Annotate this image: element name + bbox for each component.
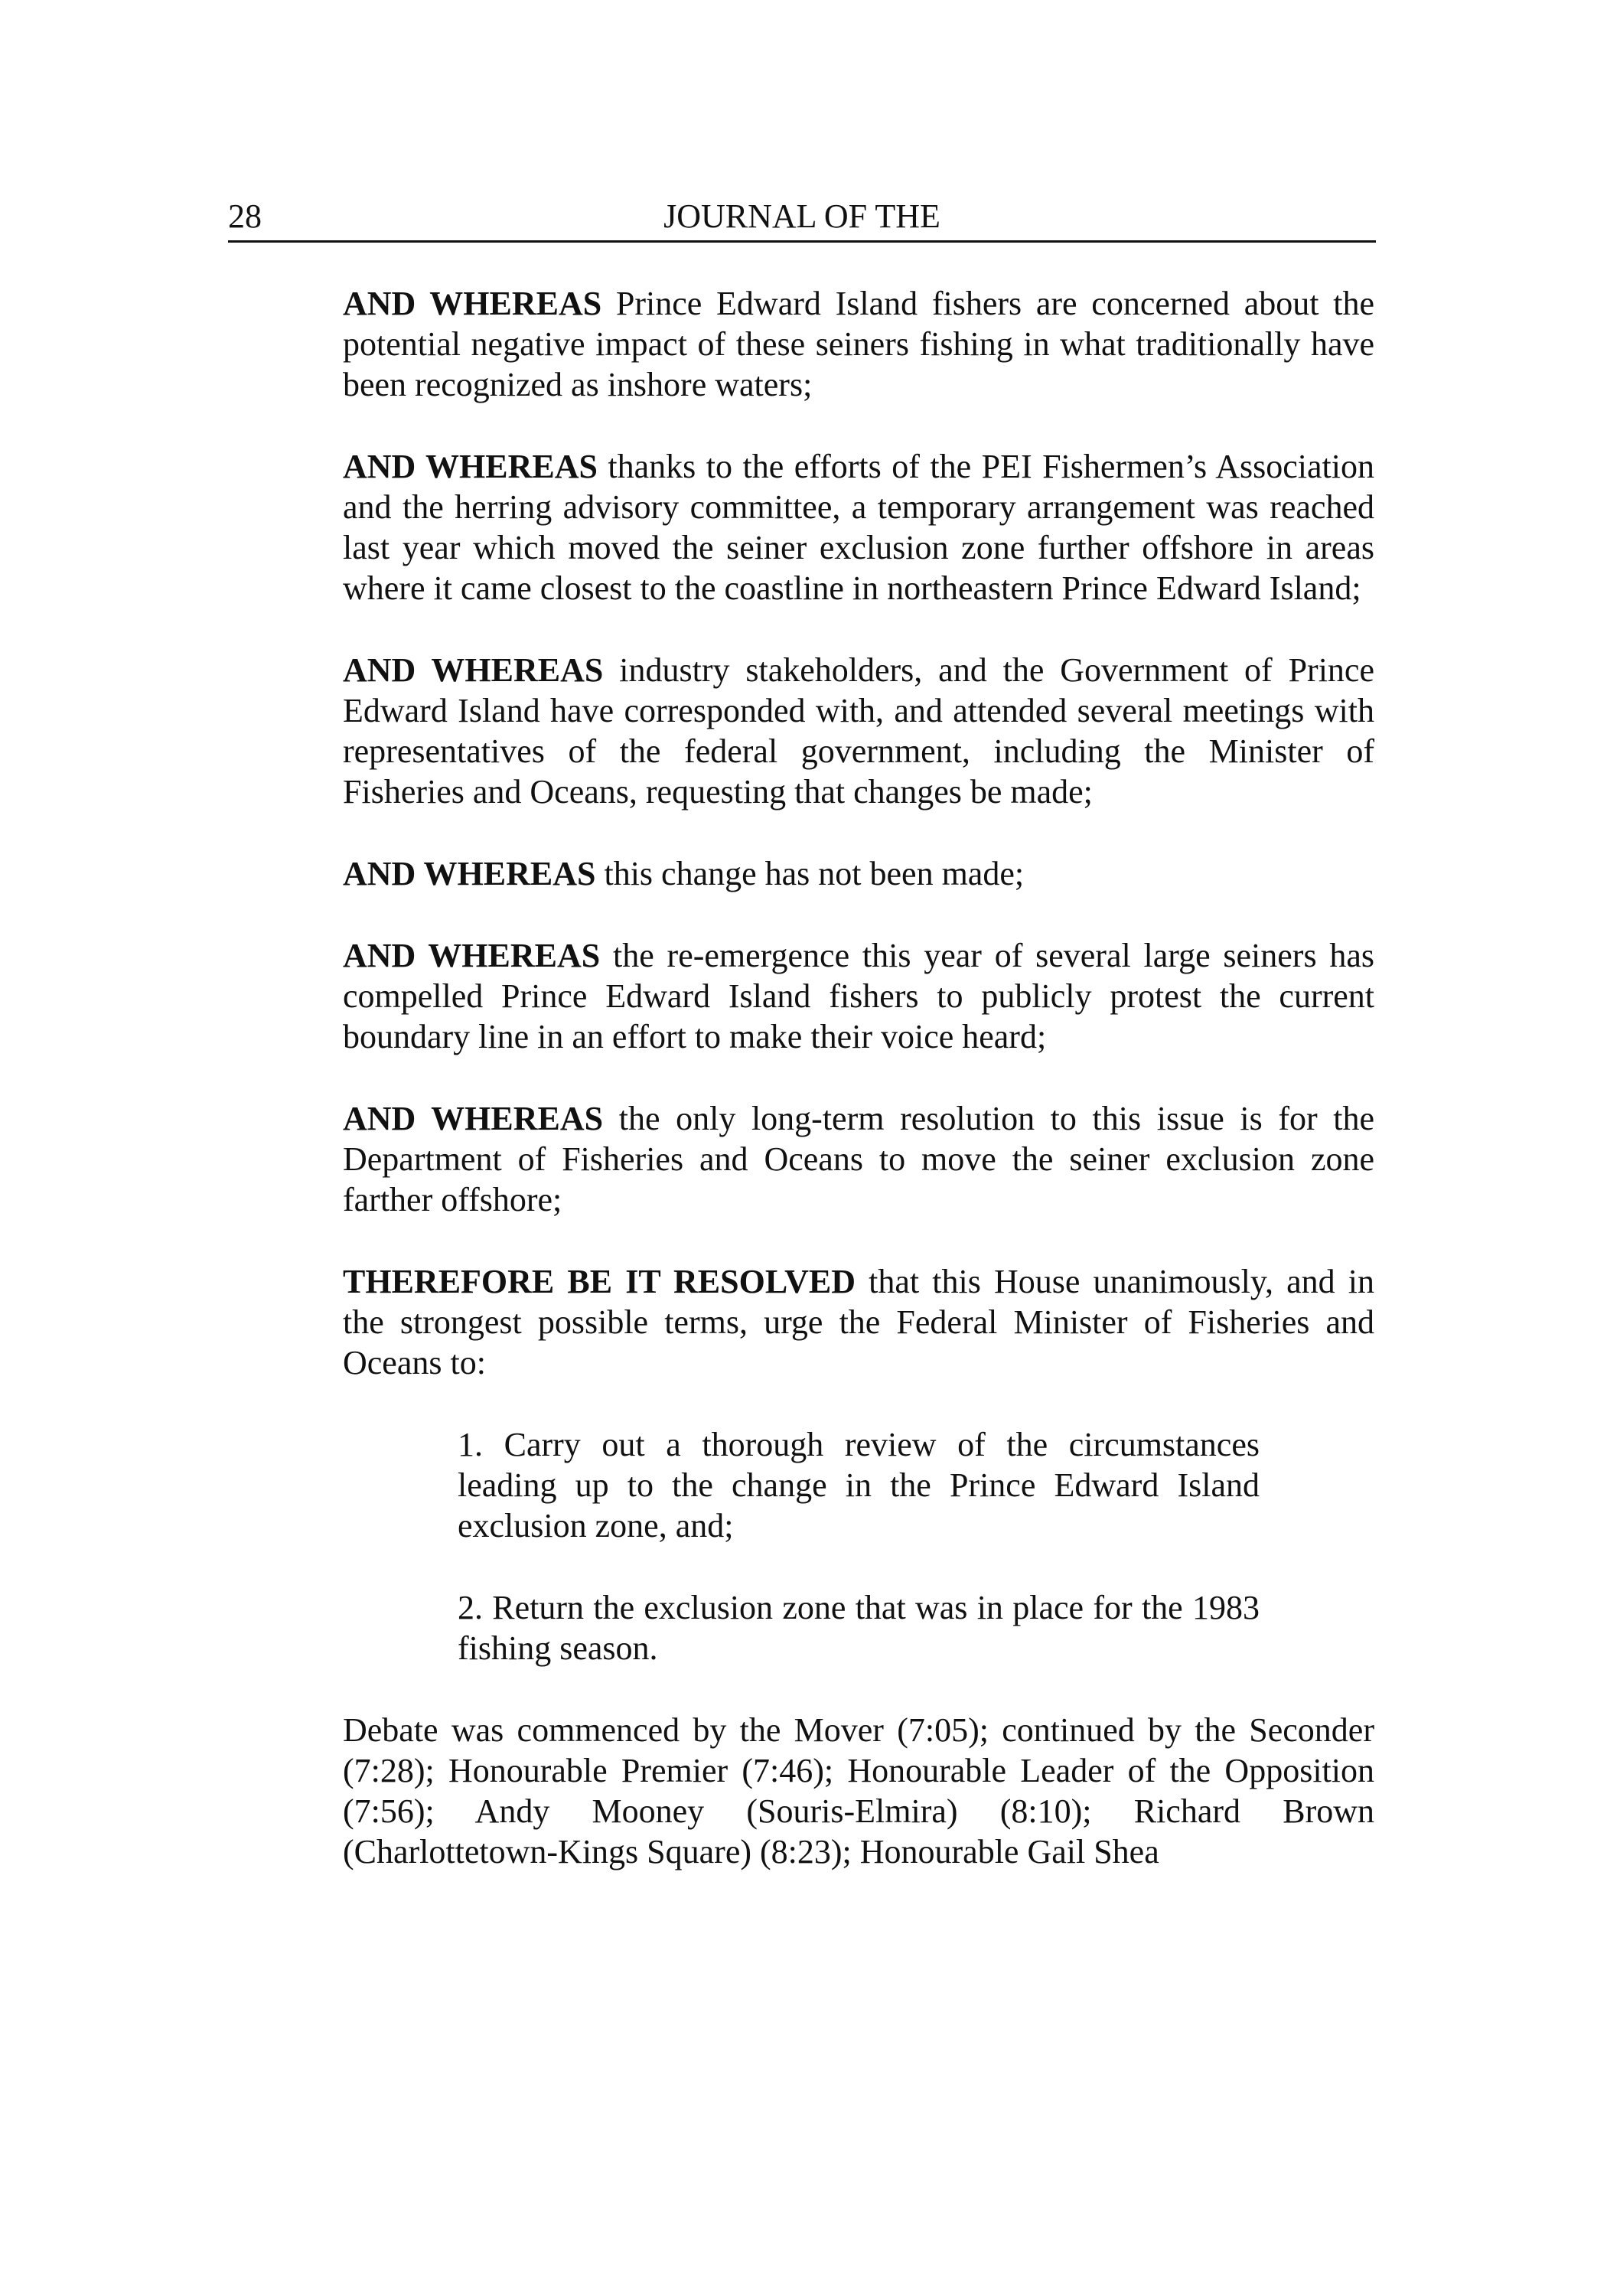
whereas-paragraph	[343, 650, 1374, 812]
list-item: 2. Return the exclusion zone that was in place for the 1983 fishing season.	[458, 1589, 1260, 1667]
whereas-paragraph	[343, 1098, 1374, 1220]
paragraph-text: thanks to the efforts of the PEI Fishermen’s Association and the herring advisory committee, a temporary arrangement was reached last year which moved the seiner exclusion zone further offshore in areas where it came closest to the coastline in northeastern Prince Edward Island;	[343, 448, 1374, 607]
paragraph-lead: AND WHEREAS	[343, 1100, 604, 1137]
debate-paragraph: Debate was commenced by the Mover (7:05); continued by the Seconder (7:28); Honourable Premier (7:46); Honourable Leader of the Opposition (7:56); Andy Mooney (Souris-Elmira) (8:10); Richard Brown (Charlottetown-Kings Square) (8:23); Honourable Gail Shea	[343, 1711, 1374, 1870]
paragraph-text: the only long-term resolution to this issue is for the Department of Fisheries and Oceans to move the seiner exclusion zone farther offshore;	[343, 1100, 1374, 1218]
whereas-paragraph	[343, 283, 1374, 405]
whereas-paragraph	[343, 853, 1374, 894]
paragraph-text: this change has not been made;	[595, 855, 1025, 892]
list-item: 1. Carry out a thorough review of the circumstances leading up to the change in the Prince Edward Island exclusion zone, and;	[458, 1426, 1260, 1544]
paragraph-lead: AND WHEREAS	[343, 855, 596, 892]
whereas-paragraph	[343, 935, 1374, 1057]
whereas-paragraph	[343, 446, 1374, 608]
paragraph-text: the re-emergence this year of several large seiners has compelled Prince Edward Island fishers to publicly protest the current boundary line in an effort to make their voice heard;	[343, 937, 1374, 1055]
paragraph-lead: AND WHEREAS	[343, 448, 598, 485]
paragraph-lead: AND WHEREAS	[343, 937, 601, 974]
paragraph-text: industry stakeholders, and the Government of Prince Edward Island have corresponded with, and attended several meetings with representatives of the federal government, including the Minister of Fisheries and Oceans, requesting that changes be made;	[343, 651, 1374, 810]
paragraph-text: that this House unanimously, and in the strongest possible terms, urge the Federal Minister of Fisheries and Oceans to:	[343, 1263, 1374, 1381]
paragraph-lead: AND WHEREAS	[343, 651, 604, 689]
page-number: 28	[228, 197, 262, 235]
document-body	[343, 283, 1374, 1913]
page-header	[228, 193, 1376, 243]
running-head: JOURNAL OF THE	[663, 197, 940, 235]
resolution-list	[458, 1424, 1260, 1668]
resolution-paragraph	[343, 1261, 1374, 1383]
paragraph-text: Prince Edward Island fishers are concerned about the potential negative impact of these seiners fishing in what traditionally have been recognized as inshore waters;	[343, 285, 1375, 403]
paragraph-lead: THEREFORE BE IT RESOLVED	[343, 1263, 856, 1300]
paragraph-lead: AND WHEREAS	[343, 285, 602, 322]
